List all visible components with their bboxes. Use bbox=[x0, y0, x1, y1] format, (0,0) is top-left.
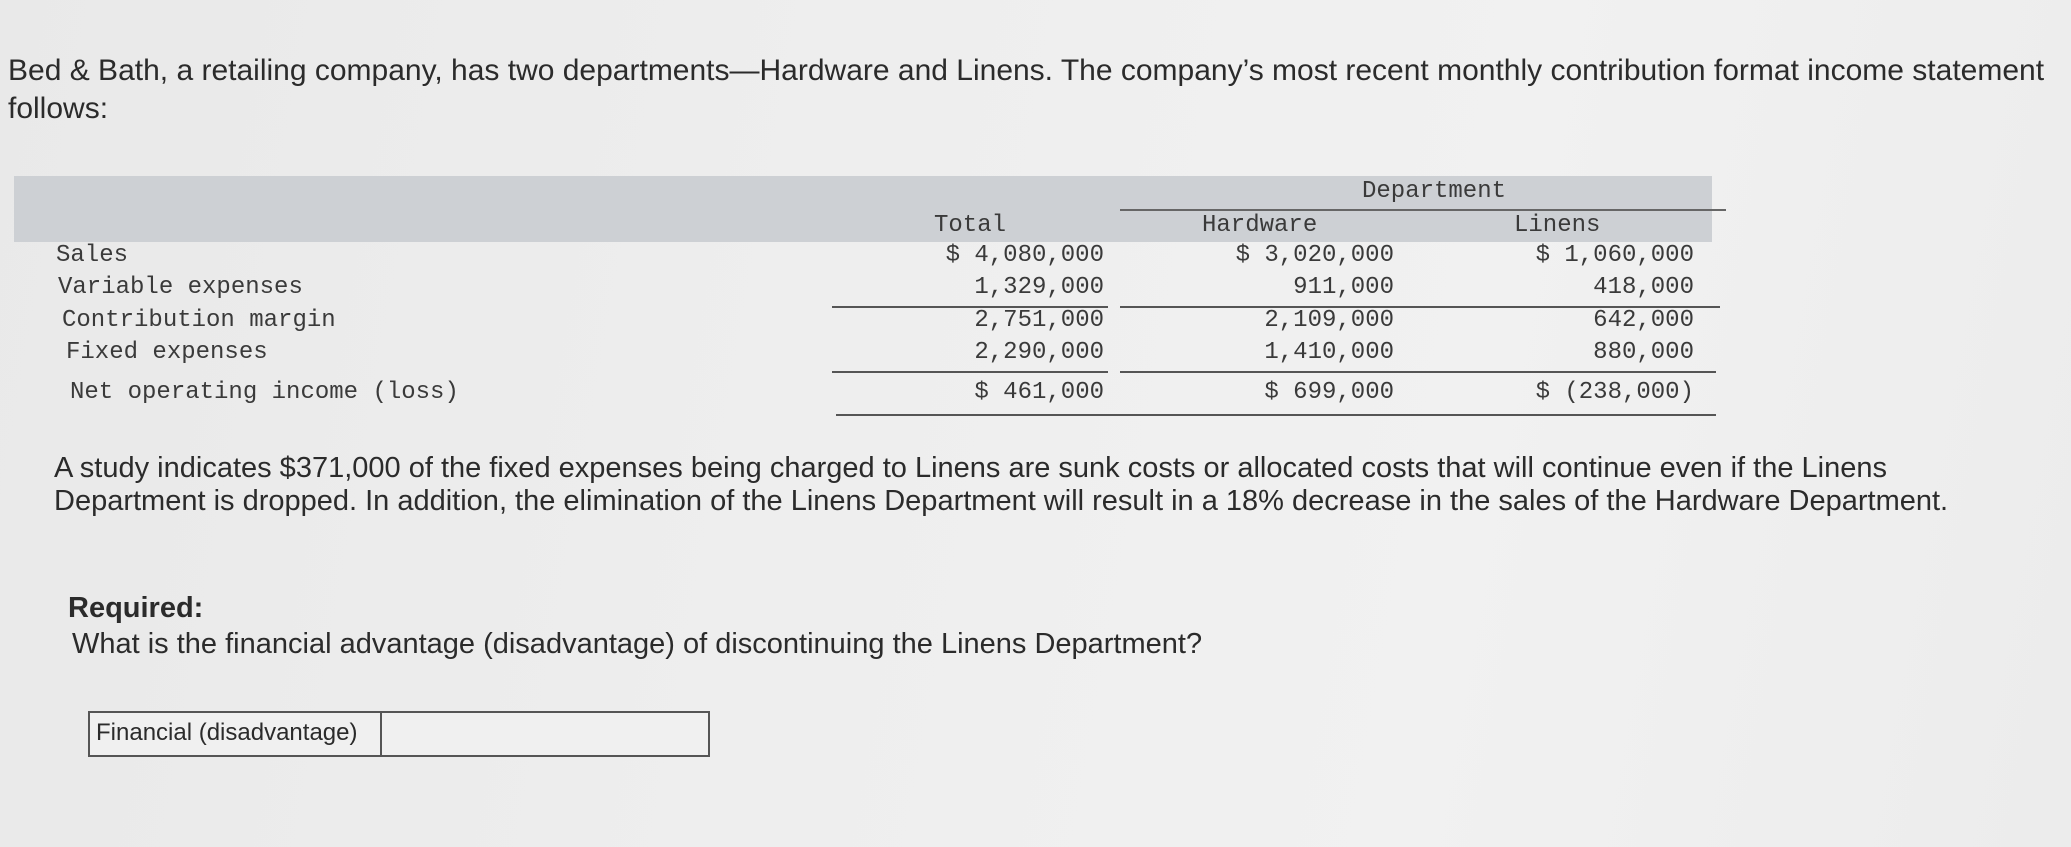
answer-label: Financial (disadvantage) bbox=[90, 713, 382, 755]
cell-noi-hardware: $ 699,000 bbox=[1264, 379, 1394, 406]
cell-fixed-linens: 880,000 bbox=[1593, 339, 1694, 366]
final-double-rule bbox=[836, 414, 1716, 416]
cell-variable-total: 1,329,000 bbox=[974, 274, 1104, 301]
row-label-net-operating-income: Net operating income (loss) bbox=[70, 379, 459, 406]
total-rule-departments bbox=[1120, 371, 1716, 373]
problem-intro: Bed & Bath, a retailing company, has two departments—Hardware and Linens. The company’s most recent monthly contribution format income statement follows: bbox=[8, 54, 2045, 125]
cell-noi-total: $ 461,000 bbox=[974, 379, 1104, 406]
financial-advantage-input[interactable] bbox=[382, 713, 708, 755]
row-label-sales: Sales bbox=[56, 242, 129, 269]
column-header-linens: Linens bbox=[1514, 212, 1601, 239]
cell-noi-linens: $ (238,000) bbox=[1535, 379, 1694, 406]
required-heading: Required: bbox=[68, 592, 204, 624]
cell-sales-linens: $ 1,060,000 bbox=[1535, 242, 1694, 269]
cell-cm-hardware: 2,109,000 bbox=[1264, 307, 1394, 334]
cell-fixed-total: 2,290,000 bbox=[974, 339, 1104, 366]
column-header-hardware: Hardware bbox=[1202, 212, 1318, 239]
cell-variable-linens: 418,000 bbox=[1593, 274, 1694, 301]
income-statement-table bbox=[14, 176, 1712, 426]
total-rule-total bbox=[832, 371, 1108, 373]
cell-sales-total: $ 4,080,000 bbox=[945, 242, 1104, 269]
cell-cm-linens: 642,000 bbox=[1593, 307, 1694, 334]
cell-fixed-hardware: 1,410,000 bbox=[1264, 339, 1394, 366]
answer-row bbox=[88, 711, 710, 757]
column-header-total: Total bbox=[934, 212, 1007, 239]
department-rule bbox=[1120, 209, 1726, 211]
cell-cm-total: 2,751,000 bbox=[974, 307, 1104, 334]
row-label-fixed-expenses: Fixed expenses bbox=[66, 339, 268, 366]
cell-variable-hardware: 911,000 bbox=[1293, 274, 1394, 301]
required-question: What is the financial advantage (disadvantage) of discontinuing the Linens Department? bbox=[72, 628, 1203, 660]
row-label-contribution-margin: Contribution margin bbox=[62, 307, 336, 334]
department-header: Department bbox=[1361, 178, 1507, 205]
study-paragraph: A study indicates $371,000 of the fixed expenses being charged to Linens are sunk costs or allocated costs that will continue even if the Linens Department is dropped. In addition, the elimination of the Linens Department will result in a 18% decrease in the sales of the Hardware Department. bbox=[54, 452, 1949, 517]
cell-sales-hardware: $ 3,020,000 bbox=[1235, 242, 1394, 269]
row-label-variable-expenses: Variable expenses bbox=[58, 274, 303, 301]
